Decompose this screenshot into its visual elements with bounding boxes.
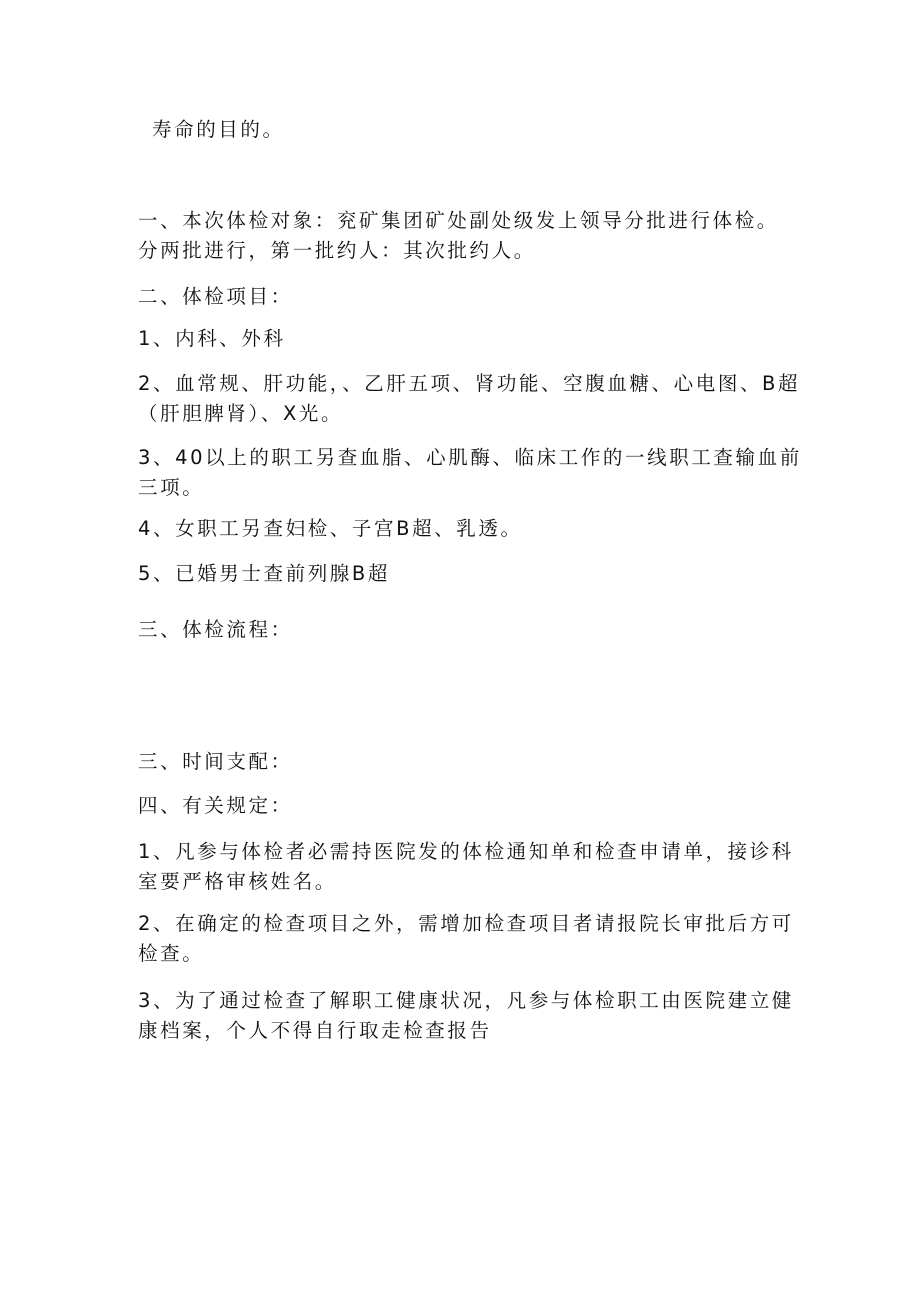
rule-2-line-2: 检查。 <box>138 942 205 965</box>
section-items-heading: 二、体检项目： <box>138 285 293 308</box>
item-4: 4、女职工另查妇检、子宫B超、乳透。 <box>138 517 523 540</box>
rule-1-line-1: 1、凡参与体检者必需持医院发的体检通知单和检查申请单，接诊科 <box>138 840 794 863</box>
item-1: 1、内科、外科 <box>138 327 286 350</box>
section-objects-line-2: 分两批进行，第一批约人：其次批约人。 <box>138 239 536 262</box>
rule-3-line-1: 3、为了通过检查了解职工健康状况，凡参与体检职工由医院建立健 <box>138 989 794 1012</box>
section-rules-heading: 四、有关规定： <box>138 794 293 817</box>
item-2-line-2: （肝胆脾肾）、X光。 <box>138 402 344 425</box>
item-5: 5、已婚男士查前列腺B超 <box>138 562 390 585</box>
rule-3-line-2: 康档案，个人不得自行取走检查报告 <box>138 1019 492 1042</box>
section-flow-heading: 三、体检流程： <box>138 618 293 641</box>
section-time-heading: 三、时间支配： <box>138 750 293 773</box>
item-2-line-1: 2、血常规、肝功能，、乙肝五项、肾功能、空腹血糖、心电图、B超 <box>138 372 801 395</box>
item-3-line-1: 3、40以上的职工另查血脂、心肌酶、临床工作的一线职工查输血前 <box>138 446 802 469</box>
rule-2-line-1: 2、在确定的检查项目之外，需增加检查项目者请报院长审批后方可 <box>138 912 794 935</box>
section-objects-line-1: 一、本次体检对象：兖矿集团矿处副处级发上领导分批进行体检。 <box>138 209 779 232</box>
item-3-line-2: 三项。 <box>138 476 205 499</box>
intro-text-line: 寿命的目的。 <box>152 118 285 141</box>
rule-1-line-2: 室要严格审核姓名。 <box>138 870 337 893</box>
